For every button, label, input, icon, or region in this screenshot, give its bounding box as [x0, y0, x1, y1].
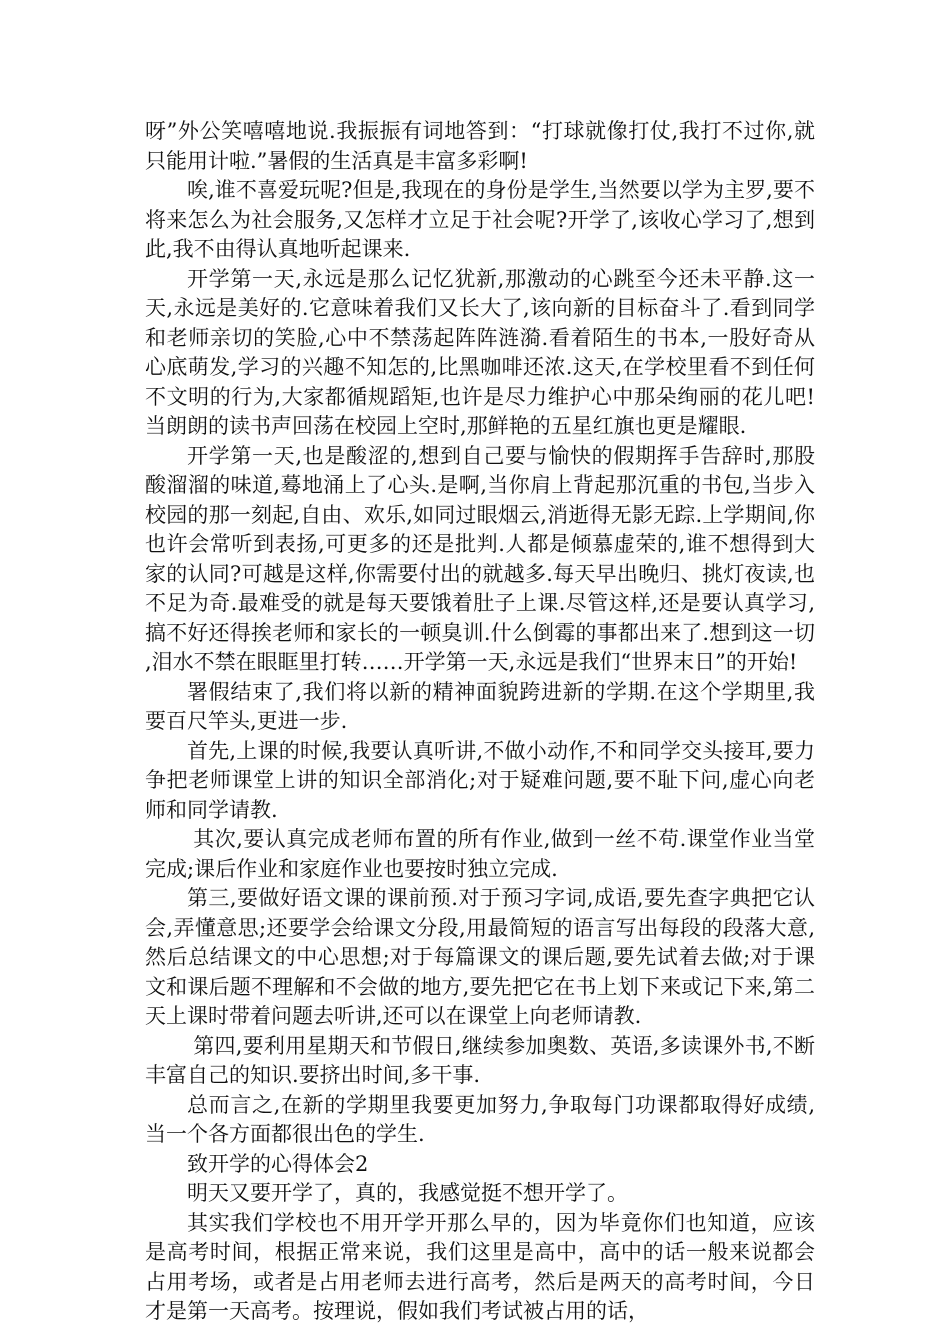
paragraph-summer-end: 署假结束了,我们将以新的精神面貌跨进新的学期.在这个学期里,我要百尺竿头,更进一步. [145, 679, 815, 733]
paragraph-conclusion: 总而言之,在新的学期里我要更加努力,争取每门功课都取得好成绩,当一个各方面都很出色的学生. [145, 1092, 815, 1146]
paragraph-second-plan: 其次,要认真完成老师布置的所有作业,做到一丝不苟.课堂作业当堂完成;课后作业和家庭作业也要按时独立完成. [145, 827, 815, 881]
paragraph-fourth-plan: 第四,要利用星期天和节假日,继续参加奥数、英语,多读课外书,不断丰富自己的知识.要挤出时间,多干事. [145, 1033, 815, 1087]
paragraph-gaokao-time: 其实我们学校也不用开学开那么早的，因为毕竟你们也知道，应该是高考时间，根据正常来说，我们这里是高中，高中的话一般来说都会占用考场，或者是占用老师去进行高考，然后是两天的高考时间，今日才是第一天高考。按理说，假如我们考试被占用的话， [145, 1210, 815, 1323]
paragraph-play-vs-study: 唉,谁不喜爱玩呢?但是,我现在的身份是学生,当然要以学为主罗,要不将来怎么为社会服务,又怎样才立足于社会呢?开学了,该收心学习了,想到此,我不由得认真地听起课来. [145, 178, 815, 261]
paragraph-continuation: 呀”外公笑嘻嘻地说.我振振有词地答到：“打球就像打仗,我打不过你,就只能用计啦.”暑假的生活真是丰富多彩啊! [145, 119, 815, 173]
paragraph-first-plan: 首先,上课的时候,我要认真听讲,不做小动作,不和同学交头接耳,要力争把老师课堂上讲的知识全部消化;对于疑难问题,要不耻下问,虚心向老师和同学请教. [145, 738, 815, 822]
document-page [145, 117, 815, 1327]
section-heading: 致开学的心得体会2 [187, 1151, 369, 1176]
paragraph-first-day-memorable: 开学第一天,永远是那么记忆犹新,那激动的心跳至今还未平静.这一天,永远是美好的.它意味着我们又长大了,该向新的目标奋斗了.看到同学和老师亲切的笑脸,心中不禁荡起阵阵涟漪.看着陌生的书本,一股好奇从心底萌发,学习的兴趣不知怎的,比黑咖啡还浓.这天,在学校里看不到任何不文明的行为,大家都循规蹈矩,也许是尽力维护心中那朵绚丽的花儿吧!当朗朗的读书声回荡在校园上空时,那鲜艳的五星红旗也更是耀眼. [145, 266, 815, 438]
paragraph-third-plan: 第三,要做好语文课的课前预.对于预习字词,成语,要先查字典把它认会,弄懂意思;还要学会给课文分段,用最简短的语言写出每段的段落大意,然后总结课文的中心思想;对于每篇课文的课后题,要先试着去做;对于课文和课后题不理解和不会做的地方,要先把它在书上划下来或记下来,第二天上课时带着问题去听讲,还可以在课堂上向老师请教. [145, 886, 815, 1028]
paragraph-tomorrow-school: 明天又要开学了，真的，我感觉挺不想开学了。 [187, 1181, 628, 1205]
paragraph-first-day-sour: 开学第一天,也是酸涩的,想到自己要与愉快的假期挥手告辞时,那股酸溜溜的味道,蓦地涌上了心头.是啊,当你肩上背起那沉重的书包,当步入校园的那一刻起,自由、欢乐,如同过眼烟云,消逝得无影无踪.上学期间,你也许会常听到表扬,可更多的还是批判.人都是倾慕虚荣的,谁不想得到大家的认同?可越是这样,你需要付出的就越多.每天早出晚归、挑灯夜读,也不足为奇.最难受的就是每天要饿着肚子上课.尽管这样,还是要认真学习,搞不好还得挨老师和家长的一顿臭训.什么倒霉的事都出来了.想到这一切,泪水不禁在眼眶里打转……开学第一天,永远是我们“世界末日”的开始! [145, 443, 815, 674]
